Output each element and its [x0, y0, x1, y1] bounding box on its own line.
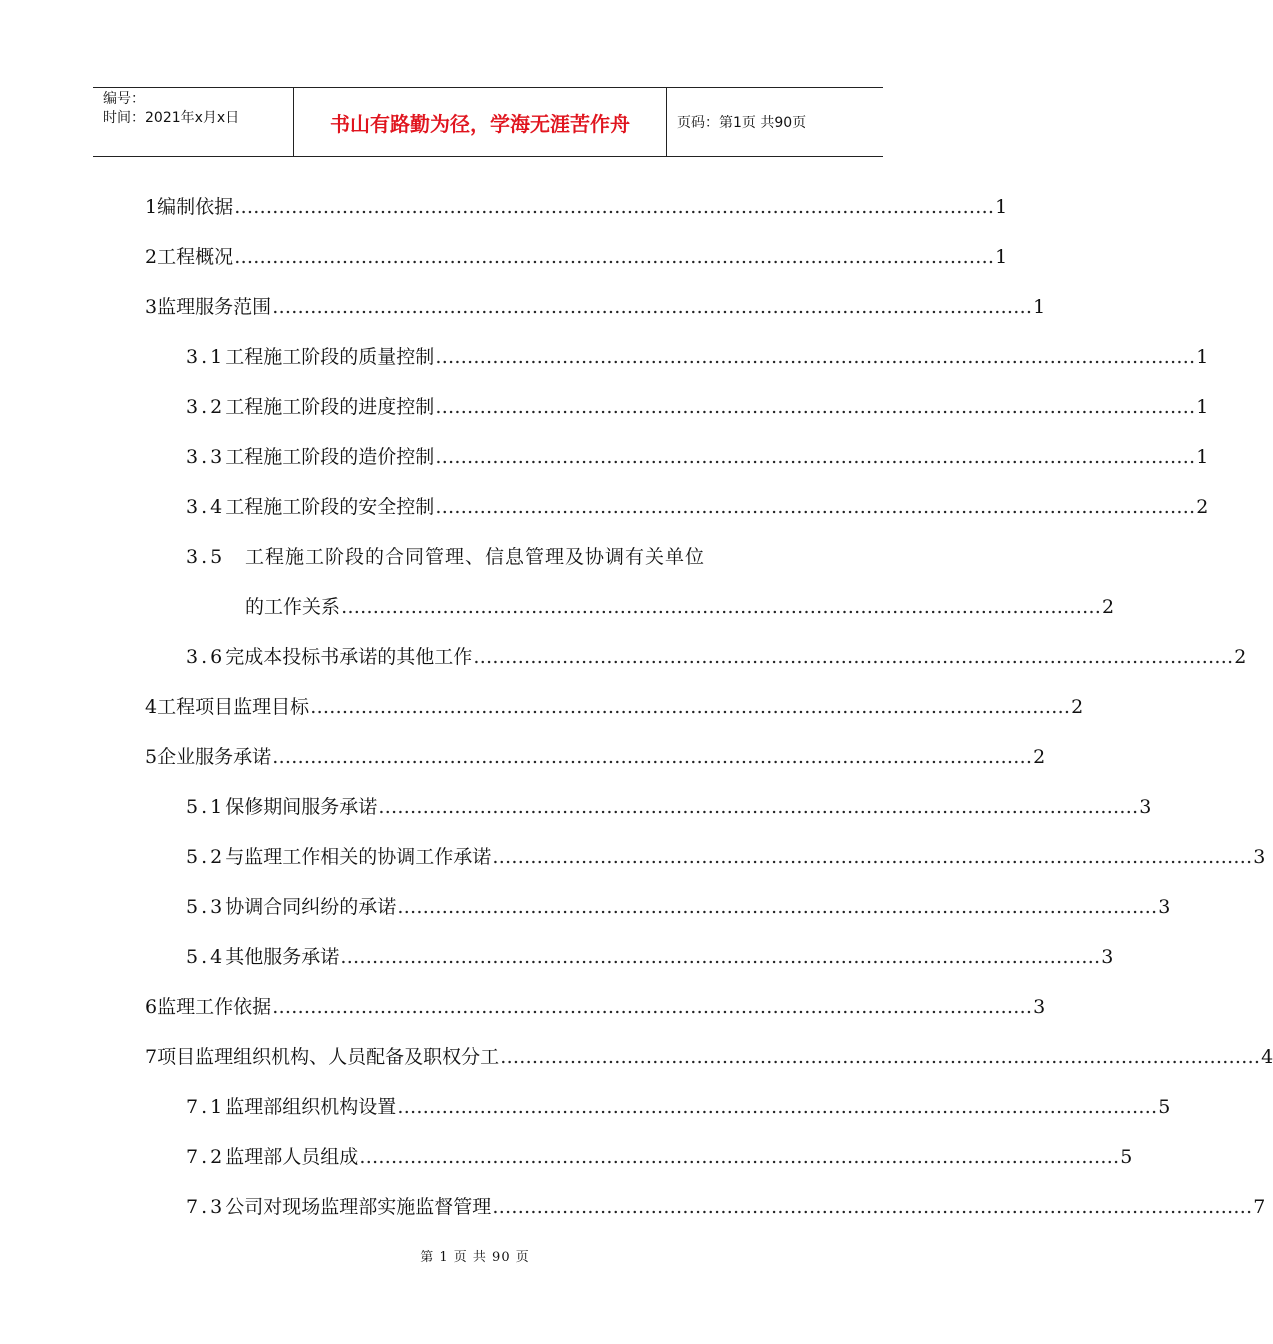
toc-entry-title: 工程施工阶段的合同管理、信息管理及协调有关单位	[245, 546, 706, 568]
toc-entry-title: 监理部组织机构设置	[225, 1096, 397, 1118]
toc-entry-continuation[interactable]	[245, 592, 1115, 622]
toc-entry[interactable]	[145, 742, 1046, 772]
header-page-info: 页码：第1页 共90页	[677, 115, 807, 131]
toc-entry-number: 6	[145, 996, 158, 1018]
toc-entry-number: 3.2	[186, 396, 226, 418]
toc-entry[interactable]	[186, 792, 1152, 822]
toc-entry-number: 3	[145, 296, 158, 318]
toc-entry-page: 7	[1253, 1196, 1266, 1218]
toc-leader-dots: …………………………………………………………………………………………………………	[272, 996, 1033, 1018]
toc-entry-page: 2	[1234, 646, 1247, 668]
toc-entry-title: 监理部人员组成	[225, 1146, 359, 1168]
toc-entry-title: 项目监理组织机构、人员配备及职权分工	[157, 1046, 500, 1068]
toc-leader-dots: …………………………………………………………………………………………………………	[234, 246, 995, 268]
toc-entry[interactable]	[186, 1142, 1133, 1172]
toc-leader-dots: …………………………………………………………………………………………………………	[272, 746, 1033, 768]
toc-entry-title: 保修期间服务承诺	[225, 796, 378, 818]
toc-leader-dots: …………………………………………………………………………………………………………	[473, 646, 1234, 668]
toc-entry-page: 3	[1139, 796, 1152, 818]
toc-entry-page: 3	[1158, 896, 1171, 918]
toc-entry[interactable]	[145, 992, 1046, 1022]
toc-entry-title: 其他服务承诺	[225, 946, 340, 968]
toc-leader-dots: …………………………………………………………………………………………………………	[492, 846, 1253, 868]
toc-entry-number: 7.3	[186, 1196, 226, 1218]
toc-entry[interactable]	[186, 892, 1171, 922]
toc-leader-dots: …………………………………………………………………………………………………………	[340, 946, 1101, 968]
toc-entry[interactable]	[186, 942, 1114, 972]
toc-entry-number: 7	[145, 1046, 158, 1068]
toc-entry-title: 协调合同纠纷的承诺	[225, 896, 397, 918]
document-number-label: 编号：	[103, 91, 145, 107]
toc-entry-title: 监理工作依据	[157, 996, 272, 1018]
toc-entry-number: 3.6	[186, 646, 226, 668]
toc-leader-dots: …………………………………………………………………………………………………………	[435, 496, 1196, 518]
toc-entry-title: 编制依据	[157, 196, 234, 218]
toc-entry-number: 3.1	[186, 346, 226, 368]
toc-leader-dots: …………………………………………………………………………………………………………	[435, 446, 1196, 468]
toc-leader-dots: …………………………………………………………………………………………………………	[310, 696, 1071, 718]
toc-entry-title: 监理服务范围	[157, 296, 272, 318]
toc-entry-number: 1	[145, 196, 158, 218]
toc-entry-page: 1	[1196, 446, 1209, 468]
toc-entry-title: 与监理工作相关的协调工作承诺	[225, 846, 492, 868]
toc-entry-page: 2	[1102, 596, 1115, 618]
toc-entry-page: 3	[1101, 946, 1114, 968]
header-motto: 书山有路勤为径，学海无涯苦作舟	[294, 88, 667, 156]
toc-entry-page: 2	[1196, 496, 1209, 518]
toc-entry-title: 企业服务承诺	[157, 746, 272, 768]
toc-entry-number: 3.4	[186, 496, 226, 518]
toc-entry[interactable]	[186, 342, 1209, 372]
toc-entry[interactable]	[186, 392, 1209, 422]
toc-entry-number: 2	[145, 246, 158, 268]
toc-entry-page: 5	[1158, 1096, 1171, 1118]
toc-entry[interactable]	[186, 542, 793, 572]
toc-entry-page: 1	[1196, 396, 1209, 418]
toc-entry-page: 4	[1261, 1046, 1273, 1068]
toc-entry-number: 5.4	[186, 946, 226, 968]
toc-entry-page: 1	[1196, 346, 1209, 368]
toc-entry-title: 公司对现场监理部实施监督管理	[225, 1196, 492, 1218]
toc-entry-title: 工程施工阶段的进度控制	[225, 396, 435, 418]
document-time-label: 时间：2021年x月x日	[103, 110, 240, 126]
toc-entry[interactable]	[145, 692, 1084, 722]
toc-entry-number: 5.2	[186, 846, 226, 868]
toc-entry-title: 工程概况	[157, 246, 234, 268]
toc-leader-dots: …………………………………………………………………………………………………………	[500, 1046, 1261, 1068]
toc-leader-dots: …………………………………………………………………………………………………………	[435, 346, 1196, 368]
toc-entry[interactable]	[145, 242, 1008, 272]
toc-entry[interactable]	[186, 1092, 1171, 1122]
toc-entry-page: 1	[1033, 296, 1046, 318]
toc-leader-dots: …………………………………………………………………………………………………………	[397, 896, 1158, 918]
toc-entry-number: 5.3	[186, 896, 226, 918]
toc-leader-dots: …………………………………………………………………………………………………………	[234, 196, 995, 218]
toc-leader-dots: …………………………………………………………………………………………………………	[378, 796, 1139, 818]
toc-entry-number: 7.1	[186, 1096, 226, 1118]
toc-entry[interactable]	[186, 492, 1209, 522]
toc-entry[interactable]	[145, 192, 1008, 222]
toc-entry-number: 4	[145, 696, 158, 718]
toc-entry-page: 1	[995, 196, 1008, 218]
toc-entry-number: 7.2	[186, 1146, 226, 1168]
toc-entry-title: 工程施工阶段的造价控制	[225, 446, 435, 468]
toc-entry[interactable]	[145, 292, 1046, 322]
toc-entry-number: 5	[145, 746, 158, 768]
toc-entry[interactable]	[186, 442, 1209, 472]
toc-leader-dots: …………………………………………………………………………………………………………	[397, 1096, 1158, 1118]
toc-entry[interactable]	[186, 642, 1247, 672]
toc-leader-dots: …………………………………………………………………………………………………………	[359, 1146, 1120, 1168]
toc-entry-number: 3.5	[186, 546, 226, 568]
toc-entry-page: 3	[1033, 996, 1046, 1018]
toc-leader-dots: …………………………………………………………………………………………………………	[492, 1196, 1253, 1218]
toc-entry-title: 工程项目监理目标	[157, 696, 310, 718]
toc-entry-page: 5	[1120, 1146, 1133, 1168]
toc-leader-dots: …………………………………………………………………………………………………………	[341, 596, 1102, 618]
toc-entry-number: 3.3	[186, 446, 226, 468]
toc-entry[interactable]	[186, 842, 1266, 872]
page-footer: 第 1 页 共 90 页	[420, 1250, 530, 1265]
toc-entry-number: 5.1	[186, 796, 226, 818]
toc-entry-page: 3	[1253, 846, 1266, 868]
toc-entry-title: 工程施工阶段的安全控制	[225, 496, 435, 518]
toc-entry-page: 2	[1071, 696, 1084, 718]
toc-entry-page: 1	[995, 246, 1008, 268]
header-meta	[93, 88, 294, 156]
toc-entry[interactable]	[186, 1192, 1266, 1222]
toc-leader-dots: …………………………………………………………………………………………………………	[435, 396, 1196, 418]
toc-entry-page: 2	[1033, 746, 1046, 768]
toc-entry-title: 完成本投标书承诺的其他工作	[225, 646, 473, 668]
toc-entry[interactable]	[145, 1042, 1273, 1072]
toc-entry-title: 的工作关系	[245, 596, 341, 618]
toc-entry-title: 工程施工阶段的质量控制	[225, 346, 435, 368]
page-header	[93, 87, 883, 157]
toc-leader-dots: …………………………………………………………………………………………………………	[272, 296, 1033, 318]
